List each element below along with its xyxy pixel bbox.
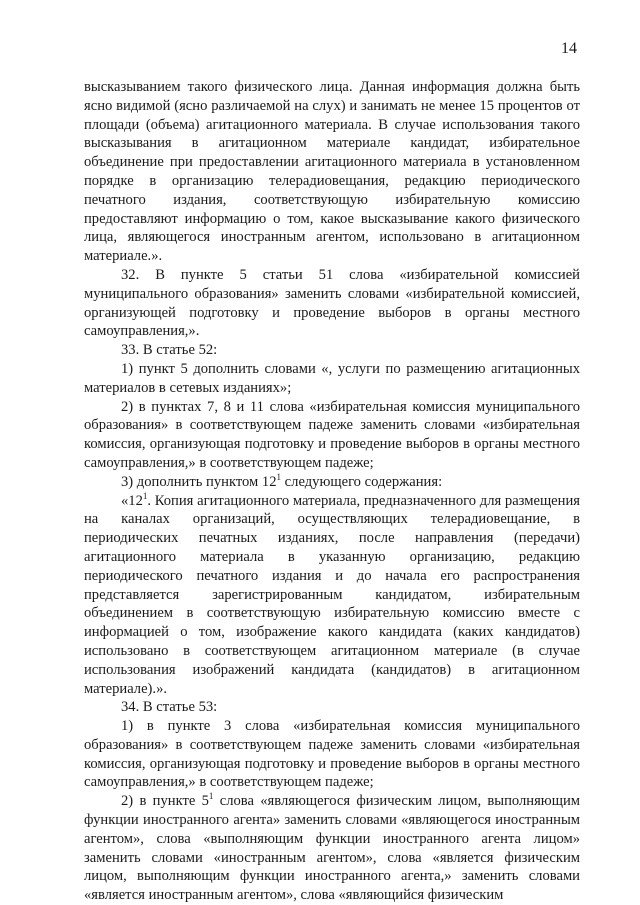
paragraph-item-34: 34. В статье 53:: [121, 699, 218, 716]
superscript: 1: [276, 471, 282, 482]
text-run: слова «являющегося физическим лицом, выполняющим функции иностранного агента» заменить словами «являющегося иностранным агентом», слова «выполняющим функции иностранного агента лицом» заменить словами «иностранным агентом», слова «является физическим лицом, выполняющим функции иностранного агента,» заменить словами «является иностранным агентом», слова «являющийся физическим: [84, 793, 580, 904]
text-run: 3) дополнить пунктом 12: [121, 473, 277, 490]
paragraph-item-33-3: [84, 473, 580, 492]
text-run: 2) в пункте 5: [121, 793, 209, 810]
paragraph-new-item-12-1: [84, 492, 580, 699]
superscript: 1: [208, 791, 214, 802]
paragraph-item-33-2: 2) в пунктах 7, 8 и 11 слова «избирательная комиссия муниципального образования» в соответствующем падеже заменить словами «избирательная комиссия, организующая подготовку и проведение выборов в органы местного самоуправления,» в соответствующем падеже;: [84, 398, 580, 471]
text-run: . Копия агитационного материала, предназначенного для размещения на каналах организаций, осуществляющих телерадиовещание, в периодических печатных изданиях, после направления (передачи) агитационного материала в указанную организацию, редакцию периодического печатного издания и до начала его распространения представляется зарегистрированным кандидатом, избирательным объединением в соответствующую избирательную комиссию вместе с информацией о том, изображение какого кандидата (каких кандидатов) использовано в соответствующем агитационном материале (в случае использования изображений кандидата (кандидатов) в агитационном материале).».: [84, 492, 580, 697]
superscript: 1: [142, 490, 148, 501]
paragraph-item-32: 32. В пункте 5 статьи 51 слова «избирательной комиссией муниципального образования» заменить словами «избирательной комиссией, организующей подготовку и проведение выборов в органы местного самоуправления,».: [84, 266, 580, 340]
page-number: 14: [561, 40, 577, 57]
paragraph-item-34-2: [84, 792, 580, 905]
paragraph-continuation: высказыванием такого физического лица. Данная информация должна быть ясно видимой (ясно различаемой на слух) и занимать не менее 15 процентов от площади (объема) агитационного материала. В случае использования такого высказывания в агитационном материале кандидат, избирательное объединение при предоставлении агитационного материала в установленном порядке в организацию телерадиовещания, редакцию периодического печатного издания, соответствующую избирательную комиссию предоставляют информацию о том, какое высказывание какого физического лица, являющегося иностранным агентом, использовано в агитационном материале.».: [84, 79, 580, 265]
paragraph-item-33: 33. В статье 52:: [121, 342, 218, 359]
document-body: [84, 78, 580, 905]
paragraph-item-33-1: 1) пункт 5 дополнить словами «, услуги по размещению агитационных материалов в сетевых изданиях»;: [84, 360, 580, 396]
paragraph-item-34-1: 1) в пункте 3 слова «избирательная комиссия муниципального образования» в соответствующем падеже заменить словами «избирательная комиссия, организующая подготовку и проведение выборов в органы местного самоуправления,» в соответствующем падеже;: [84, 718, 580, 791]
text-run: следующего содержания:: [281, 473, 443, 490]
text-run: «12: [121, 492, 143, 509]
